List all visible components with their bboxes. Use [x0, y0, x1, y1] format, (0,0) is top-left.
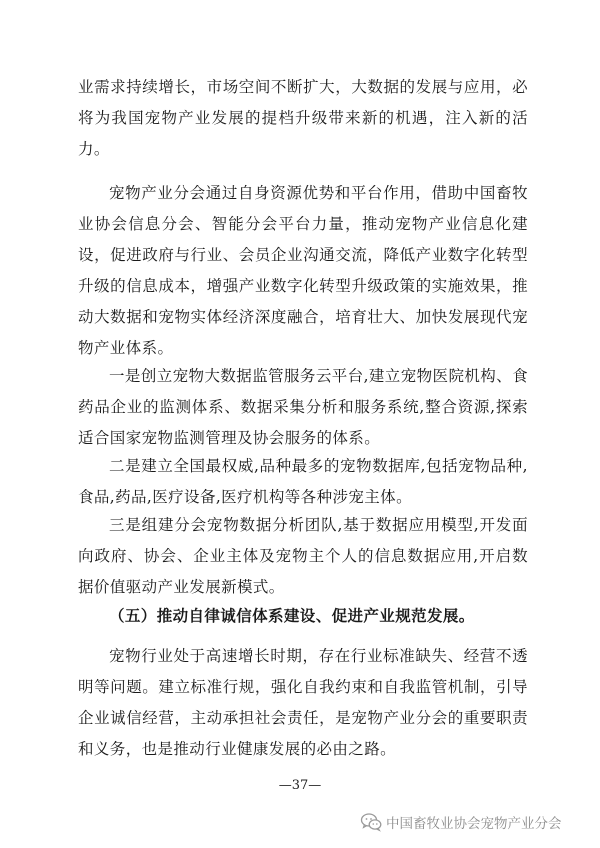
watermark-text: 中国畜牧业协会宠物产业分会	[386, 816, 562, 832]
paragraph-item-three: 三是组建分会宠物数据分析团队,基于数据应用模型,开发面向政府、协会、企业主体及宠物主个人的信息数据应用,开启数据价值驱动产业发展新模式。	[78, 516, 528, 596]
paragraph-item-one: 一是创立宠物大数据监管服务云平台,建立宠物医院机构、食药品企业的监测体系、数据采集分析和服务系统,整合资源,探索适合国家宠物监测管理及协会服务的体系。	[78, 367, 528, 447]
watermark	[360, 810, 562, 834]
page-number: —37—	[278, 778, 322, 793]
paragraph-continuation: 业需求持续增长，市场空间不断扩大，大数据的发展与应用，必将为我国宠物产业发展的提档升级带来新的机遇，注入新的活力。	[78, 78, 528, 158]
paragraph-item-two: 二是建立全国最权威,品种最多的宠物数据库,包括宠物品种,食品,药品,医疗设备,医疗机构等各种涉宠主体。	[78, 457, 528, 506]
paragraph-body: 宠物产业分会通过自身资源优势和平台作用，借助中国畜牧业协会信息分会、智能分会平台力量，推动宠物产业信息化建设，促进政府与行业、会员企业沟通交流，降低产业数字化转型升级的信息成本，增强产业数字化转型升级政策的实施效果，推动大数据和宠物实体经济深度融合，培育壮大、加快发展现代宠物产业体系。	[78, 184, 528, 357]
wechat-icon	[360, 812, 382, 832]
paragraph-body: 宠物行业处于高速增长时期，存在行业标准缺失、经营不透明等问题。建立标准行规，强化自我约束和自我监管机制，引导企业诚信经营，主动承担社会责任，是宠物产业分会的重要职责和义务，也是推动行业健康发展的必由之路。	[78, 647, 528, 758]
section-heading: （五）推动自律诚信体系建设、促进产业规范发展。	[109, 606, 475, 625]
